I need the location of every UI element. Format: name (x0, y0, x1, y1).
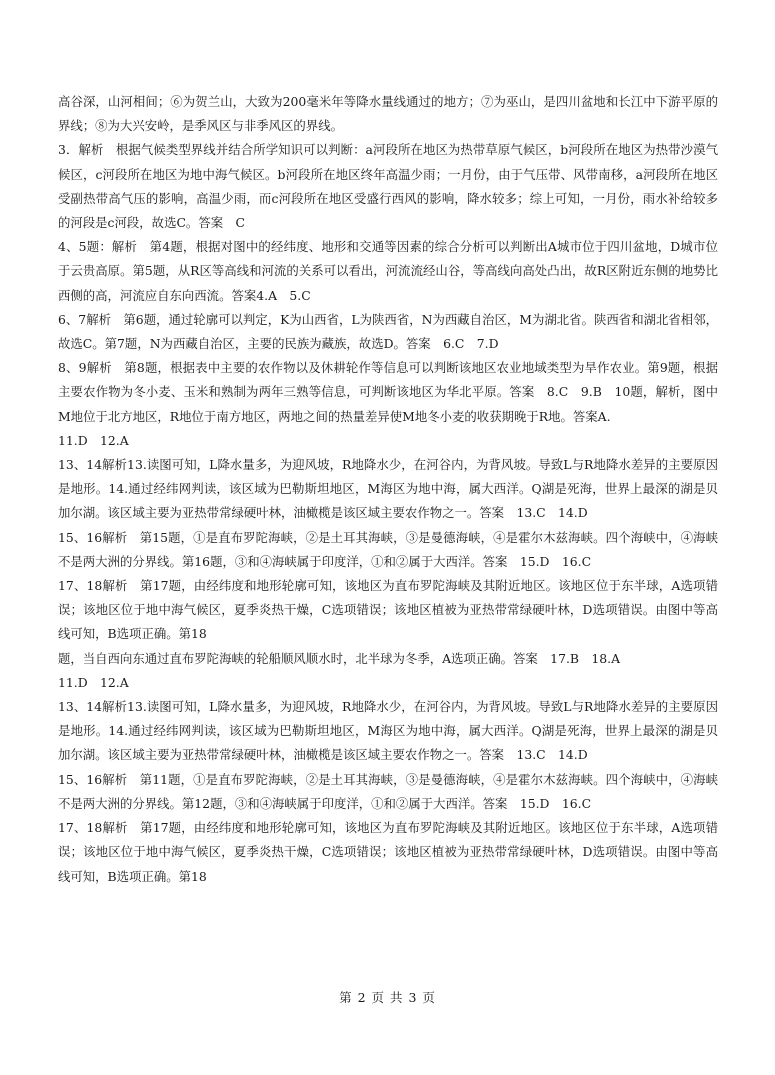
paragraph-continuation: 高谷深，山河相间；⑥为贺兰山，大致为200毫米年等降水量线通过的地方；⑦为巫山，是四川盆地和长江中下游平原的界线；⑧为大兴安岭，是季风区与非季风区的界线。 (58, 94, 718, 134)
paragraph-q17-18-repeat: 17、18解析 第17题，由经纬度和地形轮廓可知，该地区为直布罗陀海峡及其附近地区。该地区位于东半球，A选项错误；该地区位于地中海气候区，夏季炎热干燥，C选项错误；该地区植被为亚热带常绿硬叶林，D选项错误。由图中等高线可知，B选项正确。第18 (58, 820, 718, 884)
paragraph-q15-16: 15、16解析 第15题，①是直布罗陀海峡，②是土耳其海峡，③是曼德海峡，④是霍尔木兹海峡。四个海峡中，④海峡不是两大洲的分界线。第16题，③和④海峡属于印度洋，①和②属于大西洋。答案 15.D 16.C (58, 529, 718, 569)
paragraph-q6-7: 6、7解析 第6题，通过轮廓可以判定，K为山西省，L为陕西省，N为西藏自治区，M为湖北省。陕西省和湖北省相邻，故选C。第7题，N为西藏自治区，主要的民族为藏族，故选D。答案 6.C 7.D (58, 311, 718, 352)
paragraph-q13-14-repeat: 13、14解析13.读图可知，L降水量多，为迎风坡，R地降水少，在河谷内，为背风坡。导致L与R地降水差异的主要原因是地形。14.通过经纬网判读，该区域为巴勒斯坦地区，M海区为地中海，属大西洋。Q湖是死海，世界上最深的湖是贝加尔湖。该区域主要为亚热带常绿硬叶林，油橄榄是该区域主要农作物之一。答案 13.C 14.D (58, 699, 718, 763)
paragraph-q17-18: 17、18解析 第17题，由经纬度和地形轮廓可知，该地区为直布罗陀海峡及其附近地区。该地区位于东半球，A选项错误；该地区位于地中海气候区，夏季炎热干燥，C选项错误；该地区植被为亚热带常绿硬叶林，D选项错误。由图中等高线可知，B选项正确。第18 (58, 578, 718, 642)
answer-body (58, 90, 718, 889)
paragraph-q4-5: 4、5题：解析 第4题，根据对图中的经纬度、地形和交通等因素的综合分析可以判断出A城市位于四川盆地，D城市位于云贵高原。第5题，从R区等高线和河流的关系可以看出，河流流经山谷，等高线向高处凸出，故R区附近东侧的地势比西侧的高，河流应自东向西流。答案4.A 5.C (58, 239, 718, 303)
page-footer: 第 2 页 共 3 页 (339, 990, 436, 1005)
paragraph-q3: 3．解析 根据气候类型界线并结合所学知识可以判断：a河段所在地区为热带草原气候区，b河段所在地区为热带沙漠气候区，c河段所在地区为地中海气候区。b河段所在地区终年高温少雨；一月份，由于气压带、风带南移，a河段所在地区受副热带高气压的影响，高温少雨，而c河段所在地区受盛行西风的影响，降水较多；综上可知，一月份，雨水补给较多的河段是c河段，故选C。答案 C (58, 142, 718, 231)
paragraph-q8-10: 8、9解析 第8题，根据表中主要的农作物以及休耕轮作等信息可以判断该地区农业地域类型为旱作农业。第9题，根据主要农作物为冬小麦、玉米和熟制为两年三熟等信息，可判断该地区为华北平原。答案 8.C 9.B 10题，解析，图中M地位于北方地区，R地位于南方地区，两地之间的热量差异使M地冬小麦的收获期晚于R地。答案A. (58, 360, 718, 424)
paragraph-q11-12-repeat: 11.D 12.A (58, 674, 129, 690)
paragraph-q15-16-repeat: 15、16解析 第11题，①是直布罗陀海峡，②是土耳其海峡，③是曼德海峡，④是霍尔木兹海峡。四个海峡中，④海峡不是两大洲的分界线。第12题，③和④海峡属于印度洋，①和②属于大西洋。答案 15.D 16.C (58, 771, 718, 811)
paragraph-q13-14: 13、14解析13.读图可知，L降水量多，为迎风坡，R地降水少，在河谷内，为背风坡。导致L与R地降水差异的主要原因是地形。14.通过经纬网判读，该区域为巴勒斯坦地区，M海区为地中海，属大西洋。Q湖是死海，世界上最深的湖是贝加尔湖。该区域主要为亚热带常绿硬叶林，油橄榄是该区域主要农作物之一。答案 13.C 14.D (58, 457, 718, 521)
paragraph-q11-12: 11.D 12.A (58, 432, 129, 448)
paragraph-q18-cont: 题，当自西向东通过直布罗陀海峡的轮船顺风顺水时，北半球为冬季，A选项正确。答案 17.B 18.A (58, 650, 621, 666)
